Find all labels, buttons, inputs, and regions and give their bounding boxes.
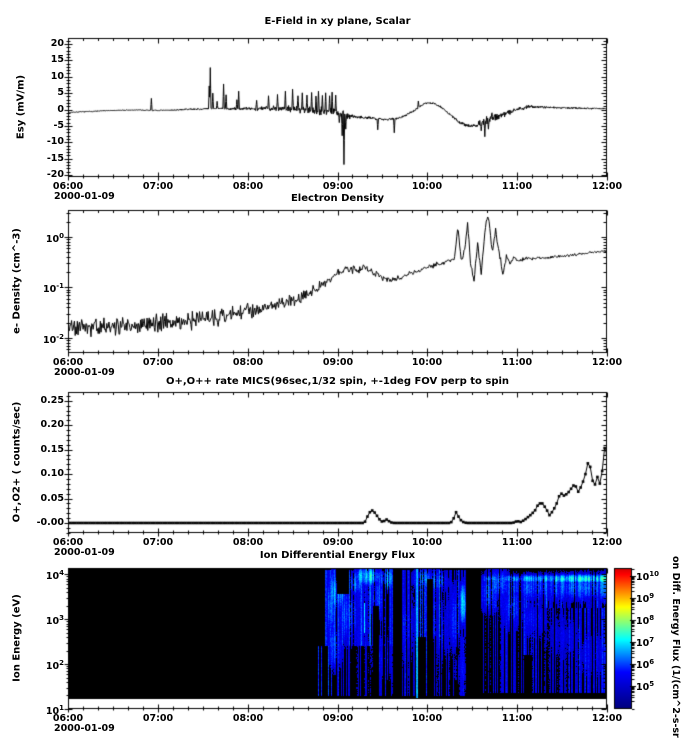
y-tick-label: $10^0$ xyxy=(45,232,64,246)
x-tick-label: 07:00 xyxy=(142,537,174,548)
x-tick-label: 06:00 xyxy=(52,357,84,368)
y-tick-label: $10^1$ xyxy=(45,704,64,718)
x-tick-label: 09:00 xyxy=(322,537,354,548)
y-tick-label: 0.20 xyxy=(40,419,64,430)
y-tick-label: 20 xyxy=(50,38,64,49)
x-tick-label: 12:00 xyxy=(591,713,623,724)
x-tick-label: 09:00 xyxy=(322,713,354,724)
y-tick-label: $10^3$ xyxy=(45,614,64,628)
y-tick-label: 15 xyxy=(50,54,64,65)
x-tick-label: 10:00 xyxy=(411,713,443,724)
y-tick-label: 0.10 xyxy=(40,468,64,479)
colorbar-tick-label: $10^9$ xyxy=(636,592,655,606)
y-tick-label: $10^{-1}$ xyxy=(42,282,64,296)
panel1-ylabel: Esy (mV/m) xyxy=(15,74,27,140)
x-tick-label: 12:00 xyxy=(591,537,623,548)
y-tick-label: 5 xyxy=(57,87,64,98)
panel4-ylabel: Ion Energy (eV) xyxy=(11,594,23,682)
y-tick-label: 0.15 xyxy=(40,444,64,455)
panel2-title: Electron Density xyxy=(290,193,385,204)
colorbar-label: on Diff. Energy Flux (1/(cm^2-s-sr xyxy=(670,556,681,738)
y-tick-label: -20 xyxy=(46,169,64,180)
y-tick-label: 10 xyxy=(50,71,64,82)
y-tick-label: $10^4$ xyxy=(45,569,64,583)
x-tick-label: 10:00 xyxy=(411,181,443,192)
panel4-title: Ion Differential Energy Flux xyxy=(259,550,416,561)
colorbar-tick-label: $10^7$ xyxy=(636,636,655,650)
x-tick-label: 11:00 xyxy=(501,537,533,548)
x-tick-label: 10:00 xyxy=(411,537,443,548)
colorbar-tick-label: $10^{10}$ xyxy=(636,570,659,584)
y-tick-label: $10^{-2}$ xyxy=(42,333,64,347)
x-tick-label: 11:00 xyxy=(501,181,533,192)
x-tick-label: 09:00 xyxy=(322,181,354,192)
y-tick-label: 0.05 xyxy=(40,493,64,504)
x-tick-label: 08:00 xyxy=(232,357,264,368)
x-tick-label: 07:00 xyxy=(142,357,174,368)
x-tick-label: 08:00 xyxy=(232,713,264,724)
x-tick-label: 12:00 xyxy=(591,181,623,192)
y-tick-label: 0 xyxy=(57,104,64,115)
panel3-ylabel: O+,O2+ ( counts/sec) xyxy=(11,401,23,523)
y-tick-label: -15 xyxy=(46,153,64,164)
panel3-title: O+,O++ rate MICS(96sec,1/32 spin, +-1deg FOV perp to spin xyxy=(165,376,510,387)
panel3-date-label: 2000-01-09 xyxy=(54,547,115,558)
panel2-ylabel: e- Density (cm^-3) xyxy=(11,228,23,334)
x-tick-label: 08:00 xyxy=(232,537,264,548)
x-tick-label: 06:00 xyxy=(52,181,84,192)
y-tick-label: 0.25 xyxy=(40,395,64,406)
x-tick-label: 11:00 xyxy=(501,713,533,724)
panel1-date-label: 2000-01-09 xyxy=(54,191,115,202)
y-tick-label: -0.00 xyxy=(36,517,64,528)
y-tick-label: -5 xyxy=(53,120,64,131)
colorbar-tick-label: $10^8$ xyxy=(636,614,655,628)
colorbar-tick-label: $10^6$ xyxy=(636,658,655,672)
x-tick-label: 11:00 xyxy=(501,357,533,368)
y-tick-label: $10^2$ xyxy=(45,659,64,673)
x-tick-label: 09:00 xyxy=(322,357,354,368)
panel1-title: E-Field in xy plane, Scalar xyxy=(264,16,411,27)
x-tick-label: 08:00 xyxy=(232,181,264,192)
y-tick-label: -10 xyxy=(46,136,64,147)
x-tick-label: 07:00 xyxy=(142,713,174,724)
colorbar-tick-label: $10^5$ xyxy=(636,680,655,694)
panel4-date-label: 2000-01-09 xyxy=(54,723,115,734)
x-tick-label: 07:00 xyxy=(142,181,174,192)
x-tick-label: 12:00 xyxy=(591,357,623,368)
panel2-date-label: 2000-01-09 xyxy=(54,367,115,378)
x-tick-label: 06:00 xyxy=(52,713,84,724)
x-tick-label: 10:00 xyxy=(411,357,443,368)
x-tick-label: 06:00 xyxy=(52,537,84,548)
